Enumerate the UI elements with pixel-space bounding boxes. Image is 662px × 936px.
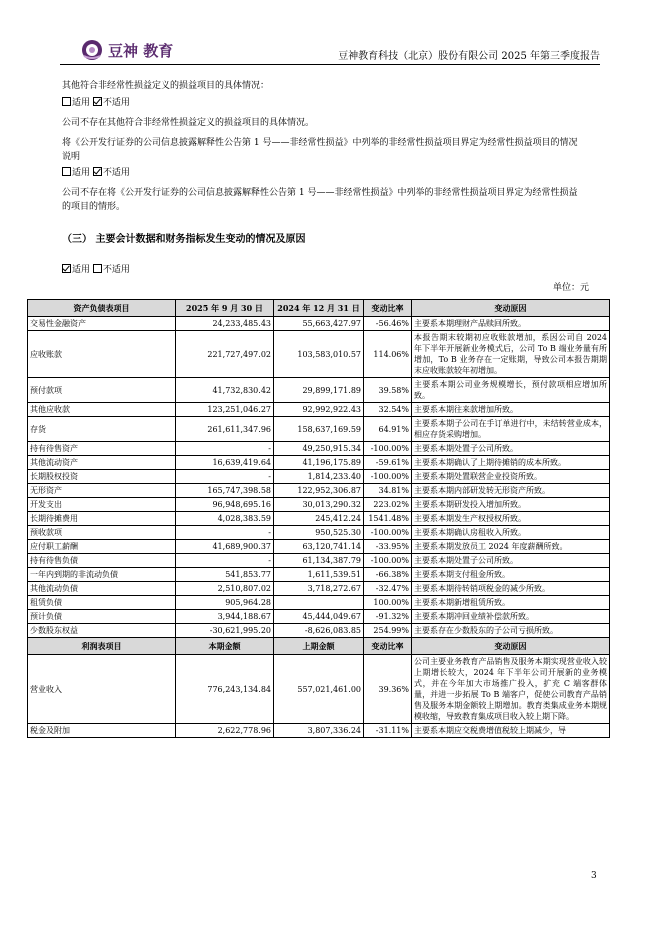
item-name-cell: 长期股权投资	[28, 470, 176, 484]
prior-value-cell: 3,718,272.67	[274, 582, 364, 596]
reason-cell: 主要系本期内部研发转无形资产所致。	[412, 484, 610, 498]
prior-value-cell: 92,992,922.43	[274, 403, 364, 417]
column-header: 利润表项目	[28, 638, 176, 655]
column-header: 变动原因	[412, 300, 610, 317]
current-value-cell: 96,948,695.16	[176, 498, 274, 512]
current-value-cell: 2,622,778.96	[176, 724, 274, 738]
current-value-cell: -	[176, 554, 274, 568]
change-ratio-cell: -100.00%	[364, 526, 412, 540]
item-name-cell: 持有待售资产	[28, 442, 176, 456]
change-ratio-cell: 100.00%	[364, 596, 412, 610]
current-value-cell: 905,964.28	[176, 596, 274, 610]
checkbox-checked-icon	[93, 97, 102, 106]
reason-cell: 主要系本期理财产品赎回所致。	[412, 317, 610, 331]
reason-cell: 主要系本期冲回业绩补偿款所致。	[412, 610, 610, 624]
option-apply: 适用	[72, 168, 91, 178]
item-name-cell: 开发支出	[28, 498, 176, 512]
option-not-apply: 不适用	[102, 168, 130, 178]
prior-value-cell: 3,807,336.24	[274, 724, 364, 738]
current-value-cell: -	[176, 442, 274, 456]
item-name-cell: 存货	[28, 417, 176, 442]
section-title: （三） 主要会计数据和财务指标发生变动的情况及原因	[62, 234, 306, 245]
prior-value-cell: 55,663,427.97	[274, 317, 364, 331]
item-name-cell: 租赁负债	[28, 596, 176, 610]
current-value-cell: 2,510,807.02	[176, 582, 274, 596]
reason-cell: 主要系存在少数股东的子公司亏损所致。	[412, 624, 610, 638]
prior-value-cell: 158,637,169.59	[274, 417, 364, 442]
checkbox-checked-icon	[62, 264, 71, 273]
column-header: 本期金额	[176, 638, 274, 655]
item-name-cell: 其他流动资产	[28, 456, 176, 470]
item-name-cell: 预收款项	[28, 526, 176, 540]
column-header: 变动原因	[412, 638, 610, 655]
change-ratio-cell: 39.58%	[364, 378, 412, 403]
option-apply: 适用	[72, 98, 91, 108]
change-ratio-cell: 223.02%	[364, 498, 412, 512]
prior-value-cell: -8,626,083.85	[274, 624, 364, 638]
page-number: 3	[591, 871, 597, 881]
change-ratio-cell: 32.54%	[364, 403, 412, 417]
option-apply: 适用	[72, 265, 91, 275]
prior-value-cell: 29,899,171.89	[274, 378, 364, 403]
logo-mark-icon	[80, 38, 104, 62]
item-name-cell: 应收账款	[28, 331, 176, 378]
table-row	[28, 484, 610, 498]
prior-value-cell: 1,814,233.40	[274, 470, 364, 484]
change-ratio-cell: -59.61%	[364, 456, 412, 470]
page-header	[60, 38, 600, 65]
table-row	[28, 442, 610, 456]
item-name-cell: 一年内到期的非流动负债	[28, 568, 176, 582]
reason-cell: 本报告期末较期初应收账款增加，系因公司自 2024 年下半年开展新业务模式后，公司 To B 端业务量有所增加，To B 业务存在一定账期，导致公司本报告期期末应收账款较年初增加。	[412, 331, 610, 378]
reason-cell: 主要系本期确认房租收入所致。	[412, 526, 610, 540]
table-row	[28, 540, 610, 554]
report-title: 豆神教育科技（北京）股份有限公司 2025 年第三季度报告	[338, 51, 600, 62]
option-group-2	[62, 166, 130, 180]
change-ratio-cell: -100.00%	[364, 470, 412, 484]
item-name-cell: 营业收入	[28, 655, 176, 724]
table-row	[28, 417, 610, 442]
prior-value-cell: 245,412.24	[274, 512, 364, 526]
change-ratio-cell: -33.95%	[364, 540, 412, 554]
checkbox-unchecked-icon	[93, 264, 102, 273]
table-row	[28, 456, 610, 470]
column-header: 2024 年 12 月 31 日	[274, 300, 364, 317]
prior-value-cell: 557,021,461.00	[274, 655, 364, 724]
current-value-cell: 776,243,134.84	[176, 655, 274, 724]
item-name-cell: 其他流动负债	[28, 582, 176, 596]
prior-value-cell: 103,583,010.57	[274, 331, 364, 378]
item-name-cell: 预计负债	[28, 610, 176, 624]
current-value-cell: -30,621,995.20	[176, 624, 274, 638]
current-value-cell: 3,944,188.67	[176, 610, 274, 624]
column-header: 2025 年 9 月 30 日	[176, 300, 274, 317]
unit-label: 单位：元	[552, 283, 589, 293]
table-row	[28, 655, 610, 724]
change-ratio-cell: -31.11%	[364, 724, 412, 738]
prior-value-cell: 1,611,539.51	[274, 568, 364, 582]
change-ratio-cell: -100.00%	[364, 442, 412, 456]
table-row	[28, 582, 610, 596]
table-row	[28, 554, 610, 568]
table-row	[28, 470, 610, 484]
reason-cell: 主要系本期处置联营企业投资所致。	[412, 470, 610, 484]
prior-value-cell: 122,952,306.87	[274, 484, 364, 498]
current-value-cell: 16,639,419.64	[176, 456, 274, 470]
change-ratio-cell: -91.32%	[364, 610, 412, 624]
reason-cell: 主要系本期支付租金所致。	[412, 568, 610, 582]
balance-header-row	[28, 300, 610, 317]
table-row	[28, 624, 610, 638]
reason-cell: 主要系本期新增租赁所致。	[412, 596, 610, 610]
table-row	[28, 724, 610, 738]
item-name-cell: 应付职工薪酬	[28, 540, 176, 554]
table-row	[28, 498, 610, 512]
change-ratio-cell: -56.46%	[364, 317, 412, 331]
reason-cell: 主要系本期应交税费增值税较上期减少，导	[412, 724, 610, 738]
reason-cell: 公司主要业务教育产品销售及服务本期实现营业收入较上期增长较大，2024 年下半年公司开展新的业务模式，并在今年加大市场推广投入，扩充 C 端客群体量，并进一步拓展 To B 端客户，促使公司教育产品销售及服务本期金额较上期增加。教育类集成业务本期规模收缩，导致教育集成项目收入较上期下降。	[412, 655, 610, 724]
intro-line-1: 其他符合非经常性损益定义的损益项目的具体情况：	[62, 81, 270, 91]
reason-cell: 主要系本期待转销项税金的减少所致。	[412, 582, 610, 596]
change-ratio-cell: 64.91%	[364, 417, 412, 442]
reason-cell: 主要系本期处置子公司所致。	[412, 442, 610, 456]
item-name-cell: 税金及附加	[28, 724, 176, 738]
option-not-apply: 不适用	[102, 265, 130, 275]
intro-line-4: 公司不存在将《公开发行证券的公司信息披露解释性公告第 1 号——非经常性损益》中列举的非经常性损益项目界定为经常性损益的项目的情形。	[62, 188, 578, 212]
current-value-cell: 41,689,900.37	[176, 540, 274, 554]
prior-value-cell: 61,134,387.79	[274, 554, 364, 568]
table-row	[28, 568, 610, 582]
reason-cell: 主要系本期往来款增加所致。	[412, 403, 610, 417]
change-ratio-cell: -66.38%	[364, 568, 412, 582]
current-value-cell: 165,747,398.58	[176, 484, 274, 498]
prior-value-cell: 45,444,049.67	[274, 610, 364, 624]
intro-line-2: 公司不存在其他符合非经常性损益定义的损益项目的具体情况。	[62, 118, 315, 128]
checkbox-unchecked-icon	[62, 167, 71, 176]
financial-changes-table	[27, 299, 610, 738]
prior-value-cell	[274, 596, 364, 610]
current-value-cell: 261,611,347.96	[176, 417, 274, 442]
current-value-cell: -	[176, 470, 274, 484]
option-not-apply: 不适用	[102, 98, 130, 108]
change-ratio-cell: 34.81%	[364, 484, 412, 498]
checkbox-unchecked-icon	[62, 97, 71, 106]
current-value-cell: 221,727,497.02	[176, 331, 274, 378]
item-name-cell: 交易性金融资产	[28, 317, 176, 331]
logo-text: 豆神 教育	[108, 42, 174, 60]
prior-value-cell: 30,013,290.32	[274, 498, 364, 512]
current-value-cell: 541,853.77	[176, 568, 274, 582]
reason-cell: 主要系本期处置子公司所致。	[412, 554, 610, 568]
table-row	[28, 596, 610, 610]
intro-line-3: 将《公开发行证券的公司信息披露解释性公告第 1 号——非经常性损益》中列举的非经常性损益项目界定为经常性损益项目的情况说明	[62, 138, 578, 162]
item-name-cell: 无形资产	[28, 484, 176, 498]
option-group-3	[62, 263, 130, 277]
table-row	[28, 331, 610, 378]
table-row	[28, 526, 610, 540]
item-name-cell: 少数股东权益	[28, 624, 176, 638]
current-value-cell: 123,251,046.27	[176, 403, 274, 417]
change-ratio-cell: 114.06%	[364, 331, 412, 378]
prior-value-cell: 63,120,741.14	[274, 540, 364, 554]
current-value-cell: 4,028,383.59	[176, 512, 274, 526]
reason-cell: 主要系本期公司业务规模增长，预付款项相应增加所致。	[412, 378, 610, 403]
prior-value-cell: 950,525.30	[274, 526, 364, 540]
table-row	[28, 610, 610, 624]
reason-cell: 主要系本期确认了上期待摊销的成本所致。	[412, 456, 610, 470]
current-value-cell: 24,233,485.43	[176, 317, 274, 331]
table-row	[28, 403, 610, 417]
table-body	[28, 300, 610, 738]
reason-cell: 主要系本期子公司在手订单进行中，未结转营业成本，相应存货采购增加。	[412, 417, 610, 442]
column-header: 变动比率	[364, 300, 412, 317]
table-row	[28, 378, 610, 403]
column-header: 变动比率	[364, 638, 412, 655]
prior-value-cell: 41,196,175.89	[274, 456, 364, 470]
table-row	[28, 512, 610, 526]
reason-cell: 主要系本期研发投入增加所致。	[412, 498, 610, 512]
prior-value-cell: 49,250,915.34	[274, 442, 364, 456]
item-name-cell: 持有待售负债	[28, 554, 176, 568]
item-name-cell: 长期待摊费用	[28, 512, 176, 526]
reason-cell: 主要系本期发生产权授权所致。	[412, 512, 610, 526]
item-name-cell: 预付款项	[28, 378, 176, 403]
table-row	[28, 317, 610, 331]
change-ratio-cell: 39.36%	[364, 655, 412, 724]
change-ratio-cell: -100.00%	[364, 554, 412, 568]
change-ratio-cell: -32.47%	[364, 582, 412, 596]
income-header-row	[28, 638, 610, 655]
column-header: 资产负债表项目	[28, 300, 176, 317]
reason-cell: 主要系本期发放员工 2024 年度薪酬所致。	[412, 540, 610, 554]
column-header: 上期金额	[274, 638, 364, 655]
checkbox-checked-icon	[93, 167, 102, 176]
item-name-cell: 其他应收款	[28, 403, 176, 417]
change-ratio-cell: 1541.48%	[364, 512, 412, 526]
current-value-cell: -	[176, 526, 274, 540]
current-value-cell: 41,732,830.42	[176, 378, 274, 403]
change-ratio-cell: 254.99%	[364, 624, 412, 638]
option-group-1	[62, 96, 130, 110]
